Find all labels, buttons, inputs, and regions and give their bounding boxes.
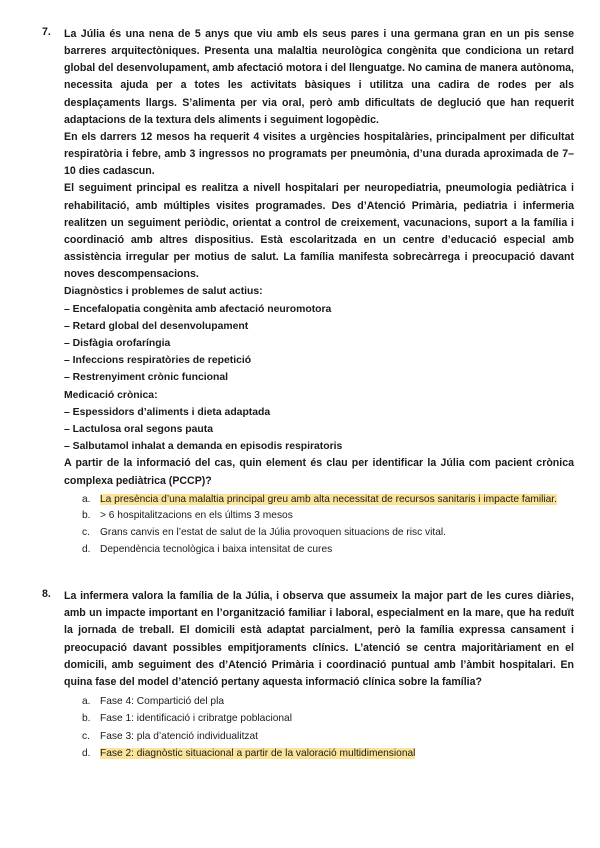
question-8 xyxy=(42,588,574,762)
case-paragraph: La Júlia és una nena de 5 anys que viu amb els seus pares i una germana gran en un pis sense barreres arquitectòniques. Presenta una malaltia neurològica congènita que condiciona un retard global del desenvolupament, amb afectació motora i del llenguatge. No camina de manera autònoma, necessita ajuda per a totes les activitats bàsiques i utilitza una cadira de rodes per als desplaçaments llargs. S’alimenta per via oral, però amb dificultats de deglució que han requerit adaptacions de la textura dels aliments i seguiment logopèdic. xyxy=(64,28,574,126)
option-text-highlighted: Fase 2: diagnòstic situacional a partir de la valoració multidimensional xyxy=(100,747,416,759)
medication-title: Medicació crònica: xyxy=(64,389,158,401)
option-letter: c. xyxy=(82,730,90,742)
medication-item: – Espessidors d’aliments i dieta adaptada xyxy=(64,406,271,418)
option-letter: a. xyxy=(82,696,91,708)
medication-item: – Salbutamol inhalat a demanda en episodis respiratoris xyxy=(64,441,343,453)
option-text: Fase 3: pla d’atenció individualitzat xyxy=(100,730,259,742)
answer-option-a[interactable] xyxy=(82,693,574,710)
answer-option-c[interactable] xyxy=(82,728,574,745)
question-body xyxy=(64,588,574,762)
diagnoses-title: Diagnòstics i problemes de salut actius: xyxy=(64,286,263,298)
medication-item: – Lactulosa oral segons pauta xyxy=(64,423,213,435)
answer-options xyxy=(64,693,574,762)
answer-option-a[interactable] xyxy=(82,492,574,509)
option-letter: d. xyxy=(82,544,91,556)
option-letter: a. xyxy=(82,493,91,505)
case-paragraph: En els darrers 12 mesos ha requerit 4 visites a urgències hospitalàries, principalment per dificultat respiratòria i febre, amb 3 ingressos no programats per pneumònia, d’una durada aproximada de 7–10 dies cadascun. xyxy=(64,130,574,178)
option-letter: d. xyxy=(82,747,91,759)
option-text: Dependència tecnològica i baixa intensitat de cures xyxy=(100,544,333,556)
question-7 xyxy=(42,26,574,559)
answer-option-d[interactable] xyxy=(82,542,574,559)
diagnosis-item: – Infeccions respiratòries de repetició xyxy=(64,355,252,367)
option-letter: b. xyxy=(82,713,91,725)
diagnosis-item: – Disfàgia orofaríngia xyxy=(64,337,171,349)
option-text: Fase 4: Compartició del pla xyxy=(100,696,225,708)
answer-option-b[interactable] xyxy=(82,508,574,525)
option-text-highlighted: La presència d’una malaltia principal greu amb alta necessitat de recursos sanitaris i impacte familiar. xyxy=(100,493,557,505)
answer-option-d[interactable] xyxy=(82,745,574,762)
question-prompt: A partir de la informació del cas, quin element és clau per identificar la Júlia com pacient crònica complexa pediàtrica (PCCP)? xyxy=(64,457,574,487)
case-paragraph: El seguiment principal es realitza a nivell hospitalari per neuropediatria, pneumologia pediàtrica i rehabilitació, amb múltiples visites programades. Des d’Atenció Primària, pediatria i infermeria realitzen un seguiment periòdic, orientat a control de creixement, vacunacions, suport a la família i coordinació amb altres dispositius. Està escolaritzada en un centre d’educació especial amb assistència irregular per motius de salut. La família manifesta sobrecàrrega i preocupació davant noves descompensacions. xyxy=(64,182,574,281)
answer-option-b[interactable] xyxy=(82,710,574,727)
case-paragraph: La infermera valora la família de la Júlia, i observa que assumeix la major part de les cures diàries, amb un impacte important en l’organització familiar i laboral, especialment en la mare, que ha reduït la jornada de treball. El domicili està adaptat parcialment, però la família expressa cansament i preocupació davant possibles empitjoraments clínics. L’atenció se centra majoritàriament en el domicili, amb seguiment des d’Atenció Primària i coordinació puntual amb l’àmbit hospitalari. En quina fase del model d’atenció pertany aquesta informació clínica sobre la família? xyxy=(64,590,574,689)
question-number: 7. xyxy=(42,26,51,38)
option-letter: b. xyxy=(82,510,91,522)
diagnosis-item: – Restrenyiment crònic funcional xyxy=(64,372,228,384)
answer-option-c[interactable] xyxy=(82,525,574,542)
question-body xyxy=(64,26,574,559)
option-letter: c. xyxy=(82,527,90,539)
option-text: Grans canvis en l’estat de salut de la Júlia provoquen situacions de risc vital. xyxy=(100,527,446,539)
diagnosis-item: – Encefalopatia congènita amb afectació neuromotora xyxy=(64,303,332,315)
option-text: > 6 hospitalitzacions en els últims 3 mesos xyxy=(100,510,293,522)
answer-options xyxy=(64,492,574,559)
option-text: Fase 1: identificació i cribratge poblacional xyxy=(100,713,292,725)
diagnosis-item: – Retard global del desenvolupament xyxy=(64,320,249,332)
question-number: 8. xyxy=(42,588,51,600)
